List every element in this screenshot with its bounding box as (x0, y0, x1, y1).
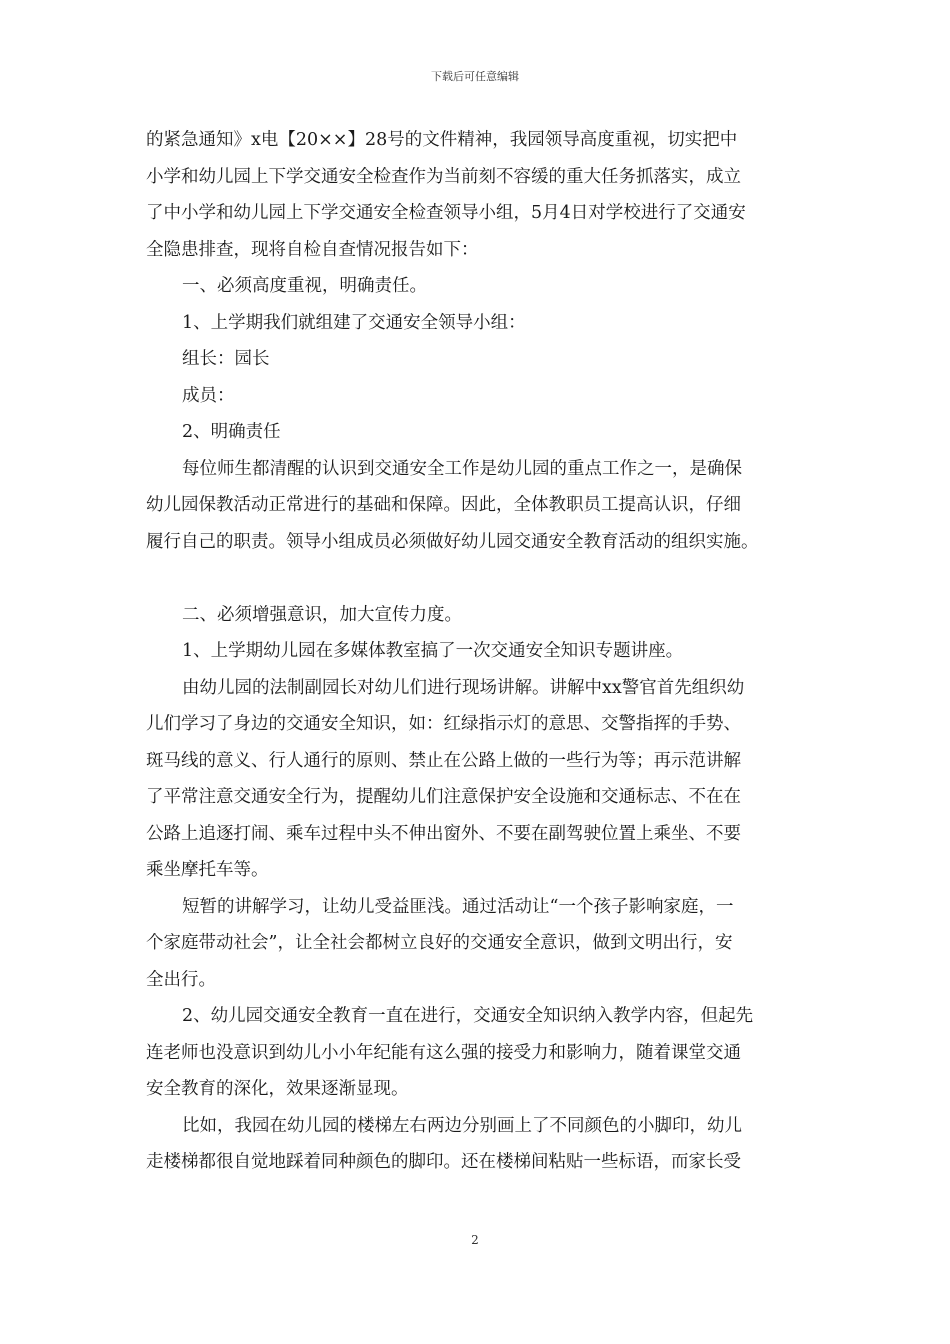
paragraph-line: 安全教育的深化，效果逐渐显现。 (146, 1079, 409, 1099)
paragraph-line: 全隐患排查，现将自检自查情况报告如下： (146, 239, 479, 260)
paragraph-line: 幼儿园保教活动正常进行的基础和保障。因此，全体教职员工提高认识，仔细 (146, 495, 741, 515)
paragraph-line: 短暂的讲解学习，让幼儿受益匪浅。通过活动让“一个孩子影响家庭，一 (182, 896, 734, 917)
paragraph-line: 2、幼儿园交通安全教育一直在进行，交通安全知识纳入教学内容，但起先 (182, 1006, 754, 1026)
paragraph-line: 儿们学习了身边的交通安全知识，如：红绿指示灯的意思、交警指挥的手势、 (146, 714, 741, 734)
paragraph-line: 全出行。 (146, 969, 216, 990)
paragraph-line: 1、上学期幼儿园在多媒体教室搞了一次交通安全知识专题讲座。 (182, 641, 684, 661)
page-header: 下载后可任意编辑 (431, 70, 519, 83)
paragraph-line: 1、上学期我们就组建了交通安全领导小组： (182, 312, 526, 333)
paragraph-line: 每位师生都清醒的认识到交通安全工作是幼儿园的重点工作之一，是确保 (182, 458, 742, 479)
paragraph-line: 的紧急通知》x电【20××】28号的文件精神，我园领导高度重视，切实把中 (146, 130, 738, 150)
section-heading: 一、必须高度重视，明确责任。 (182, 276, 427, 296)
section-heading: 二、必须增强意识，加大宣传力度。 (182, 604, 462, 625)
paragraph-line: 履行自己的职责。领导小组成员必须做好幼儿园交通安全教育活动的组织实施。 (146, 531, 759, 552)
blank-line (146, 560, 811, 597)
paragraph-line: 成员： (182, 385, 235, 406)
paragraph-line: 了平常注意交通安全行为，提醒幼儿们注意保护安全设施和交通标志、不在在 (146, 787, 741, 807)
paragraph-line: 了中小学和幼儿园上下学交通安全检查领导小组，5月4日对学校进行了交通安 (146, 203, 746, 223)
paragraph-line: 比如，我园在幼儿园的楼梯左右两边分别画上了不同颜色的小脚印，幼儿 (182, 1115, 742, 1136)
paragraph-line: 乘坐摩托车等。 (146, 860, 269, 880)
paragraph-line: 走楼梯都很自觉地踩着同种颜色的脚印。还在楼梯间粘贴一些标语，而家长受 (146, 1152, 741, 1172)
paragraph-line: 个家庭带动社会”，让全社会都树立良好的交通安全意识，做到文明出行，安 (146, 933, 733, 953)
paragraph-line: 组长：园长 (182, 349, 270, 369)
paragraph-line: 连老师也没意识到幼儿小小年纪能有这么强的接受力和影响力，随着课堂交通 (146, 1042, 741, 1063)
document-body (146, 122, 811, 1181)
paragraph-line: 斑马线的意义、行人通行的原则、禁止在公路上做的一些行为等；再示范讲解 (146, 750, 741, 771)
paragraph-line: 小学和幼儿园上下学交通安全检查作为当前刻不容缓的重大任务抓落实，成立 (146, 166, 741, 187)
page-number: 2 (471, 1233, 479, 1247)
paragraph-line: 公路上追逐打闹、乘车过程中头不伸出窗外、不要在副驾驶位置上乘坐、不要 (146, 823, 741, 844)
paragraph-line: 由幼儿园的法制副园长对幼儿们进行现场讲解。讲解中xx警官首先组织幼 (182, 677, 745, 698)
paragraph-line: 2、明确责任 (182, 422, 281, 442)
